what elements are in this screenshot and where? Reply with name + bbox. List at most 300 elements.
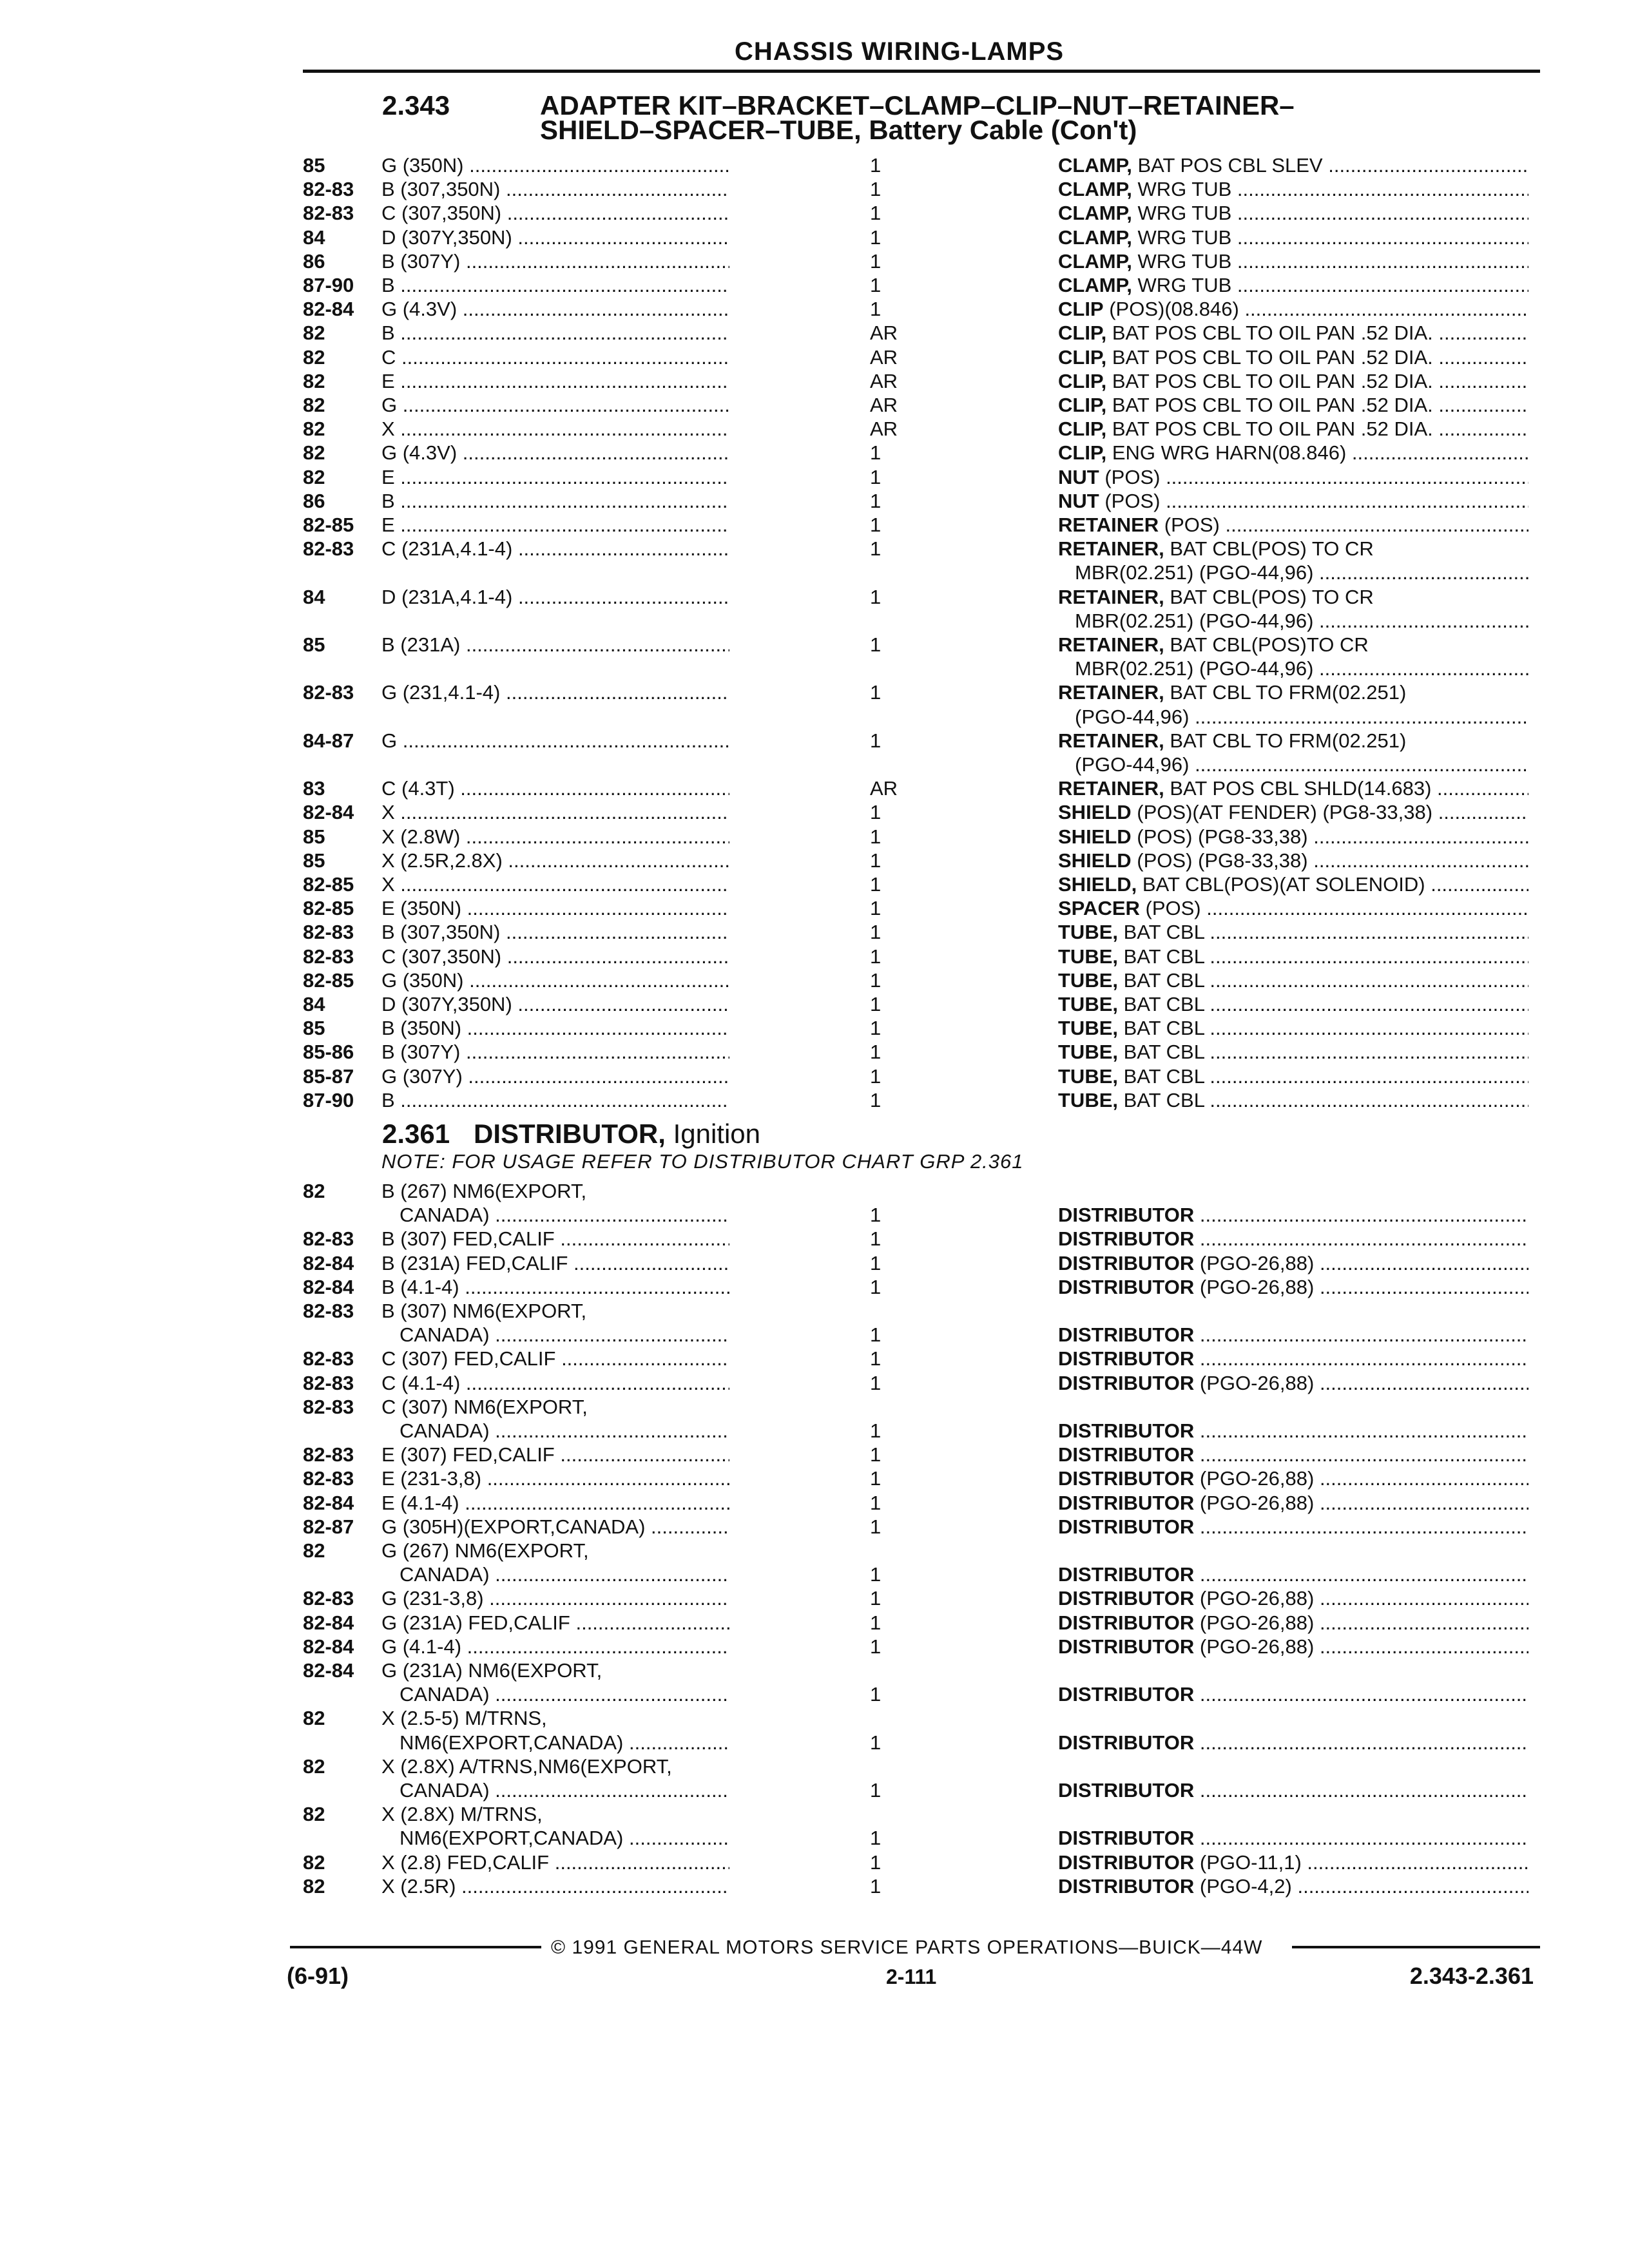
model-cell: E (4.1-4) ..... [381, 1491, 729, 1515]
description-cell [1058, 153, 1528, 177]
model-cell: X (2.8) FED,CALIF ..... [381, 1850, 729, 1874]
quantity-cell: 1 [870, 1064, 882, 1088]
description-cell [1058, 1466, 1528, 1490]
model-cell: E ..... [381, 465, 729, 489]
year-cell: 84 [303, 226, 325, 249]
quantity-cell: AR [870, 777, 898, 800]
part-description: BAT POS CBL TO OIL PAN .52 DIA. [1106, 394, 1433, 416]
description-cell [1058, 1562, 1528, 1586]
year-cell: 82-83 [303, 202, 354, 225]
part-description: (POS) (PG8-33,38) [1131, 825, 1308, 848]
model-cell: G (231-3,8) ..... [381, 1586, 729, 1610]
description-cell [1058, 1491, 1528, 1515]
quantity-cell: 1 [870, 825, 882, 848]
description-cell [1058, 321, 1528, 345]
part-description: BAT CBL [1118, 921, 1204, 944]
model-cell: B (307,350N) ..... [381, 920, 729, 944]
description-cell [1058, 1682, 1528, 1706]
page-number: 2-111 [886, 1965, 937, 1988]
part-description: (POS) [1099, 465, 1161, 488]
description-cell [1058, 1850, 1528, 1874]
part-name: NUT [1058, 489, 1099, 512]
part-description: ENG WRG HARN(08.846) [1106, 441, 1347, 465]
model-cell: B (307) NM6(EXPORT, [381, 1300, 587, 1322]
section-title-bold: DISTRIBUTOR, [474, 1119, 666, 1149]
part-name: DISTRIBUTOR [1058, 1683, 1195, 1706]
part-name: TUBE, [1058, 968, 1118, 992]
model-cell: G (4.1-4) ..... [381, 1635, 729, 1658]
model-cell: B (307) FED,CALIF ..... [381, 1227, 729, 1251]
section-title-bold: SHIELD–SPACER–TUBE, [540, 115, 862, 145]
part-name: TUBE, [1058, 993, 1118, 1015]
part-description: BAT POS CBL SLEV [1132, 154, 1323, 177]
quantity-cell: 1 [870, 1635, 882, 1658]
part-name: CLIP, [1058, 418, 1107, 441]
description-cell [1058, 1515, 1528, 1539]
section-range: 2.343-2.361 [1409, 1963, 1534, 1989]
year-cell: 82 [303, 465, 325, 488]
year-cell: 82-85 [303, 873, 354, 896]
quantity-cell: 1 [870, 298, 882, 321]
model-cell: G ..... [381, 393, 729, 417]
part-name: CLIP, [1058, 369, 1107, 392]
model-cell: D (307Y,350N) ..... [381, 226, 729, 249]
part-name: SHIELD [1058, 849, 1132, 872]
part-name: CLIP, [1058, 394, 1107, 416]
model-cell: G (305H)(EXPORT,CANADA) ..... [381, 1515, 729, 1539]
part-name: CLAMP, [1058, 274, 1132, 296]
part-description: (PGO-26,88) [1194, 1371, 1315, 1394]
part-description: BAT CBL TO FRM(02.251) [1164, 729, 1407, 752]
description-cell [1058, 1323, 1528, 1347]
model-cell: B (350N) ..... [381, 1016, 729, 1040]
description-cell [1058, 297, 1528, 321]
year-cell: 82-85 [303, 897, 354, 920]
description-cell [1058, 1251, 1528, 1275]
description-cell [1058, 1419, 1528, 1443]
part-name: DISTRIBUTOR [1058, 1275, 1195, 1298]
description-cell [1058, 920, 1528, 944]
model-cell: X ..... [381, 872, 729, 896]
model-cell: X ..... [381, 417, 729, 441]
part-description: (PGO-26,88) [1194, 1491, 1315, 1514]
part-name: RETAINER, [1058, 681, 1164, 704]
model-cell: E (307) FED,CALIF ..... [381, 1443, 729, 1466]
part-name: CLIP [1058, 298, 1104, 321]
description-cell [1058, 800, 1528, 824]
description-cell [1058, 1064, 1528, 1088]
description-cell-continued: MBR(02.251) (PGO-44,96) ..... [1075, 609, 1528, 633]
year-cell: 82-83 [303, 1300, 354, 1322]
part-name: TUBE, [1058, 945, 1118, 968]
description-cell [1058, 633, 1528, 657]
description-cell [1058, 369, 1528, 393]
part-name: RETAINER, [1058, 537, 1164, 561]
year-cell: 84 [303, 993, 325, 1015]
part-name: RETAINER, [1058, 633, 1164, 656]
model-cell: X (2.5-5) M/TRNS, [381, 1707, 547, 1730]
quantity-cell: 1 [870, 465, 882, 488]
model-cell: G (307Y) ..... [381, 1064, 729, 1088]
description-cell [1058, 1443, 1528, 1466]
part-name: DISTRIBUTOR [1058, 1491, 1195, 1514]
quantity-cell: 1 [870, 489, 882, 512]
year-cell: 82 [303, 1707, 325, 1730]
part-name: NUT [1058, 465, 1099, 488]
description-cell [1058, 417, 1528, 441]
year-cell: 82-83 [303, 1395, 354, 1418]
quantity-cell: AR [870, 394, 898, 416]
year-cell: 85 [303, 633, 325, 656]
year-cell: 87-90 [303, 1088, 354, 1111]
description-cell [1058, 1731, 1528, 1754]
description-cell [1058, 1040, 1528, 1064]
quantity-cell: 1 [870, 274, 882, 296]
part-name: DISTRIBUTOR [1058, 1563, 1195, 1586]
part-name: RETAINER, [1058, 729, 1164, 752]
year-cell: 82 [303, 322, 325, 345]
quantity-cell: 1 [870, 1467, 882, 1490]
model-cell: B (4.1-4) ..... [381, 1275, 729, 1299]
description-cell [1058, 345, 1528, 369]
part-description: BAT CBL [1118, 1064, 1204, 1088]
part-name: TUBE, [1058, 1064, 1118, 1088]
part-description: (PGO-11,1) [1194, 1850, 1302, 1874]
part-name: DISTRIBUTOR [1058, 1779, 1195, 1802]
part-description: (POS) [1099, 489, 1161, 512]
quantity-cell: 1 [870, 1515, 882, 1538]
quantity-cell: AR [870, 418, 898, 441]
revision-date: (6-91) [287, 1963, 349, 1989]
description-cell [1058, 1203, 1528, 1227]
description-cell [1058, 513, 1528, 537]
part-name: DISTRIBUTOR [1058, 1827, 1195, 1850]
model-cell-continued: CANADA) ..... [400, 1778, 729, 1802]
model-cell: E ..... [381, 369, 729, 393]
part-name: TUBE, [1058, 1017, 1118, 1040]
part-description: WRG TUB [1132, 249, 1232, 273]
quantity-cell: 1 [870, 849, 882, 872]
quantity-cell: 1 [870, 1251, 882, 1274]
description-cell [1058, 465, 1528, 489]
quantity-cell: AR [870, 322, 898, 345]
section-number: 2.343 [382, 90, 450, 120]
part-name: DISTRIBUTOR [1058, 1227, 1195, 1251]
model-cell: B (231A) ..... [381, 633, 729, 657]
part-name: CLAMP, [1058, 154, 1132, 177]
model-cell: C (307) FED,CALIF ..... [381, 1347, 729, 1370]
part-name: SPACER [1058, 897, 1140, 920]
quantity-cell: 1 [870, 681, 882, 704]
quantity-cell: 1 [870, 1275, 882, 1298]
description-cell [1058, 537, 1528, 561]
model-cell: C (231A,4.1-4) ..... [381, 537, 729, 561]
year-cell: 82-83 [303, 1587, 354, 1610]
part-description: (PGO-4,2) [1194, 1874, 1292, 1898]
description-cell [1058, 1371, 1528, 1395]
quantity-cell: 1 [870, 1371, 882, 1394]
model-cell: C (4.3T) ..... [381, 776, 729, 800]
quantity-cell: 1 [870, 249, 882, 273]
quantity-cell: 1 [870, 1587, 882, 1610]
quantity-cell: 1 [870, 1683, 882, 1706]
model-cell: G (350N) ..... [381, 153, 729, 177]
description-cell [1058, 1275, 1528, 1299]
quantity-cell: 1 [870, 801, 882, 824]
quantity-cell: 1 [870, 1347, 882, 1370]
model-cell: B (307,350N) ..... [381, 177, 729, 201]
model-cell: C (307) NM6(EXPORT, [381, 1395, 588, 1418]
description-cell [1058, 968, 1528, 992]
part-name: DISTRIBUTOR [1058, 1731, 1195, 1754]
part-description: BAT CBL [1118, 1088, 1204, 1111]
quantity-cell: 1 [870, 1204, 882, 1227]
quantity-cell: 1 [870, 1563, 882, 1586]
year-cell: 82 [303, 345, 325, 369]
part-name: DISTRIBUTOR [1058, 1467, 1195, 1490]
model-cell: X (2.5R,2.8X) ..... [381, 849, 729, 872]
model-cell: B (267) NM6(EXPORT, [381, 1180, 587, 1202]
description-cell [1058, 1778, 1528, 1802]
year-cell: 86 [303, 489, 325, 512]
model-cell: D (307Y,350N) ..... [381, 992, 729, 1016]
quantity-cell: 1 [870, 1323, 882, 1347]
quantity-cell: 1 [870, 202, 882, 225]
quantity-cell: 1 [870, 1041, 882, 1064]
quantity-cell: 1 [870, 1611, 882, 1634]
model-cell: G (4.3V) ..... [381, 441, 729, 465]
description-cell [1058, 585, 1528, 609]
description-cell [1058, 680, 1528, 704]
part-name: DISTRIBUTOR [1058, 1587, 1195, 1610]
part-description: BAT CBL [1118, 993, 1204, 1015]
year-cell: 82-83 [303, 178, 354, 201]
quantity-cell: 1 [870, 1874, 882, 1898]
part-name: DISTRIBUTOR [1058, 1443, 1195, 1466]
part-description: (POS) [1139, 897, 1201, 920]
quantity-cell: 1 [870, 226, 882, 249]
year-cell: 82-84 [303, 1659, 354, 1682]
model-cell: G (4.3V) ..... [381, 297, 729, 321]
part-description: (PGO-26,88) [1194, 1275, 1315, 1298]
description-cell [1058, 1227, 1528, 1251]
part-name: DISTRIBUTOR [1058, 1371, 1195, 1394]
year-cell: 82-83 [303, 1227, 354, 1251]
model-cell: B (307Y) ..... [381, 249, 729, 273]
year-cell: 82-83 [303, 537, 354, 561]
model-cell: C (307,350N) ..... [381, 945, 729, 968]
quantity-cell: 1 [870, 1731, 882, 1754]
model-cell: C ..... [381, 345, 729, 369]
description-cell [1058, 825, 1528, 849]
quantity-cell: 1 [870, 585, 882, 608]
year-cell: 82-85 [303, 514, 354, 536]
part-description: BAT CBL(POS) TO CR [1164, 585, 1374, 608]
year-cell: 82-83 [303, 1371, 354, 1394]
part-name: DISTRIBUTOR [1058, 1347, 1195, 1370]
part-name: DISTRIBUTOR [1058, 1515, 1195, 1538]
description-cell [1058, 1826, 1528, 1850]
part-description: BAT CBL [1118, 1041, 1204, 1064]
model-cell: C (4.1-4) ..... [381, 1371, 729, 1395]
description-cell [1058, 489, 1528, 513]
year-cell: 82 [303, 1754, 325, 1778]
year-cell: 82-83 [303, 921, 354, 944]
model-cell: B (307Y) ..... [381, 1040, 729, 1064]
model-cell: X ..... [381, 800, 729, 824]
quantity-cell: 1 [870, 1491, 882, 1514]
quantity-cell: 1 [870, 441, 882, 465]
part-name: TUBE, [1058, 1041, 1118, 1064]
part-description: (PGO-26,88) [1194, 1635, 1315, 1658]
part-description: BAT CBL(POS) TO CR [1164, 537, 1374, 561]
model-cell-continued: CANADA) ..... [400, 1419, 729, 1443]
year-cell: 82 [303, 441, 325, 465]
year-cell: 85 [303, 849, 325, 872]
year-cell: 82-83 [303, 1443, 354, 1466]
quantity-cell: 1 [870, 729, 882, 752]
model-cell-continued: NM6(EXPORT,CANADA) ..... [400, 1731, 729, 1754]
model-cell-continued: NM6(EXPORT,CANADA) ..... [400, 1826, 729, 1850]
quantity-cell: 1 [870, 945, 882, 968]
part-name: CLIP, [1058, 345, 1107, 369]
description-cell [1058, 776, 1528, 800]
description-cell-continued: (PGO-44,96) ..... [1075, 705, 1528, 729]
model-cell: E (350N) ..... [381, 896, 729, 920]
year-cell: 82 [303, 1803, 325, 1826]
part-description: BAT POS CBL TO OIL PAN .52 DIA. [1106, 322, 1433, 345]
model-cell: X (2.5R) ..... [381, 1874, 729, 1898]
description-cell [1058, 1874, 1528, 1898]
description-cell-continued: MBR(02.251) (PGO-44,96) ..... [1075, 657, 1528, 680]
model-cell-continued: CANADA) ..... [400, 1682, 729, 1706]
description-cell [1058, 1088, 1528, 1112]
part-name: TUBE, [1058, 921, 1118, 944]
model-cell: G (231A) NM6(EXPORT, [381, 1659, 602, 1682]
description-cell [1058, 896, 1528, 920]
quantity-cell: 1 [870, 873, 882, 896]
part-description: (PGO-26,88) [1194, 1611, 1315, 1634]
part-description: BAT POS CBL TO OIL PAN .52 DIA. [1106, 418, 1433, 441]
model-cell: G (350N) ..... [381, 968, 729, 992]
model-cell-continued: CANADA) ..... [400, 1562, 729, 1586]
part-description: (POS)(AT FENDER) (PG8-33,38) [1131, 801, 1433, 824]
model-cell: X (2.8W) ..... [381, 825, 729, 849]
footer-rule-right [1292, 1946, 1540, 1948]
year-cell: 87-90 [303, 274, 354, 296]
quantity-cell: 1 [870, 1419, 882, 1442]
year-cell: 82 [303, 1850, 325, 1874]
quantity-cell: 1 [870, 1850, 882, 1874]
year-cell: 85-86 [303, 1041, 354, 1064]
part-name: CLAMP, [1058, 226, 1132, 249]
description-cell [1058, 729, 1528, 753]
quantity-cell: 1 [870, 993, 882, 1015]
year-cell: 86 [303, 249, 325, 273]
part-name: SHIELD [1058, 801, 1132, 824]
year-cell: 82 [303, 394, 325, 416]
part-name: CLAMP, [1058, 249, 1132, 273]
model-cell: X (2.8X) M/TRNS, [381, 1803, 543, 1826]
quantity-cell: 1 [870, 178, 882, 201]
part-description: (POS)(08.846) [1103, 298, 1239, 321]
model-cell: G (267) NM6(EXPORT, [381, 1539, 589, 1562]
description-cell [1058, 992, 1528, 1016]
description-cell [1058, 1347, 1528, 1370]
part-description: BAT CBL TO FRM(02.251) [1164, 681, 1407, 704]
model-cell: E (231-3,8) ..... [381, 1466, 729, 1490]
year-cell: 82-84 [303, 1635, 354, 1658]
quantity-cell: 1 [870, 514, 882, 536]
section-title-rest: Battery Cable (Con't) [861, 115, 1137, 145]
page-title: CHASSIS WIRING-LAMPS [735, 37, 1065, 66]
part-name: SHIELD, [1058, 873, 1137, 896]
model-cell: G (231,4.1-4) ..... [381, 680, 729, 704]
model-cell-continued: CANADA) ..... [400, 1203, 729, 1227]
year-cell: 85-87 [303, 1064, 354, 1088]
year-cell: 82 [303, 1180, 325, 1202]
part-description: BAT POS CBL TO OIL PAN .52 DIA. [1106, 345, 1433, 369]
model-cell: C (307,350N) ..... [381, 201, 729, 225]
year-cell: 82 [303, 1874, 325, 1898]
part-name: CLIP, [1058, 441, 1107, 465]
quantity-cell: 1 [870, 1779, 882, 1802]
description-cell [1058, 177, 1528, 201]
model-cell: B ..... [381, 489, 729, 513]
year-cell: 82-84 [303, 298, 354, 321]
model-cell: B ..... [381, 321, 729, 345]
part-name: RETAINER [1058, 514, 1159, 536]
description-cell [1058, 273, 1528, 297]
part-name: RETAINER, [1058, 585, 1164, 608]
model-cell: G ..... [381, 729, 729, 753]
description-cell [1058, 872, 1528, 896]
usage-note: NOTE: FOR USAGE REFER TO DISTRIBUTOR CHART GRP 2.361 [381, 1150, 1024, 1173]
part-description: BAT POS CBL SHLD(14.683) [1164, 777, 1432, 800]
year-cell: 82-84 [303, 801, 354, 824]
description-cell [1058, 249, 1528, 273]
quantity-cell: AR [870, 345, 898, 369]
part-name: DISTRIBUTOR [1058, 1419, 1195, 1442]
part-description: BAT CBL(POS)TO CR [1164, 633, 1369, 656]
quantity-cell: 1 [870, 1227, 882, 1251]
quantity-cell: 1 [870, 1827, 882, 1850]
year-cell: 82 [303, 418, 325, 441]
year-cell: 82-87 [303, 1515, 354, 1538]
year-cell: 84-87 [303, 729, 354, 752]
year-cell: 85 [303, 1017, 325, 1040]
part-name: CLAMP, [1058, 178, 1132, 201]
section-number: 2.361 [382, 1119, 450, 1149]
year-cell: 82 [303, 1539, 325, 1562]
model-cell: B ..... [381, 273, 729, 297]
part-description: (PGO-26,88) [1194, 1251, 1315, 1274]
model-cell: E ..... [381, 513, 729, 537]
quantity-cell: 1 [870, 154, 882, 177]
description-cell [1058, 201, 1528, 225]
part-name: RETAINER, [1058, 777, 1164, 800]
part-name: CLAMP, [1058, 202, 1132, 225]
year-cell: 82-84 [303, 1251, 354, 1274]
model-cell-continued: CANADA) ..... [400, 1323, 729, 1347]
part-name: SHIELD [1058, 825, 1132, 848]
model-cell: D (231A,4.1-4) ..... [381, 585, 729, 609]
part-description: WRG TUB [1132, 178, 1232, 201]
description-cell [1058, 441, 1528, 465]
year-cell: 85 [303, 154, 325, 177]
part-description: BAT POS CBL TO OIL PAN .52 DIA. [1106, 369, 1433, 392]
part-name: DISTRIBUTOR [1058, 1874, 1195, 1898]
